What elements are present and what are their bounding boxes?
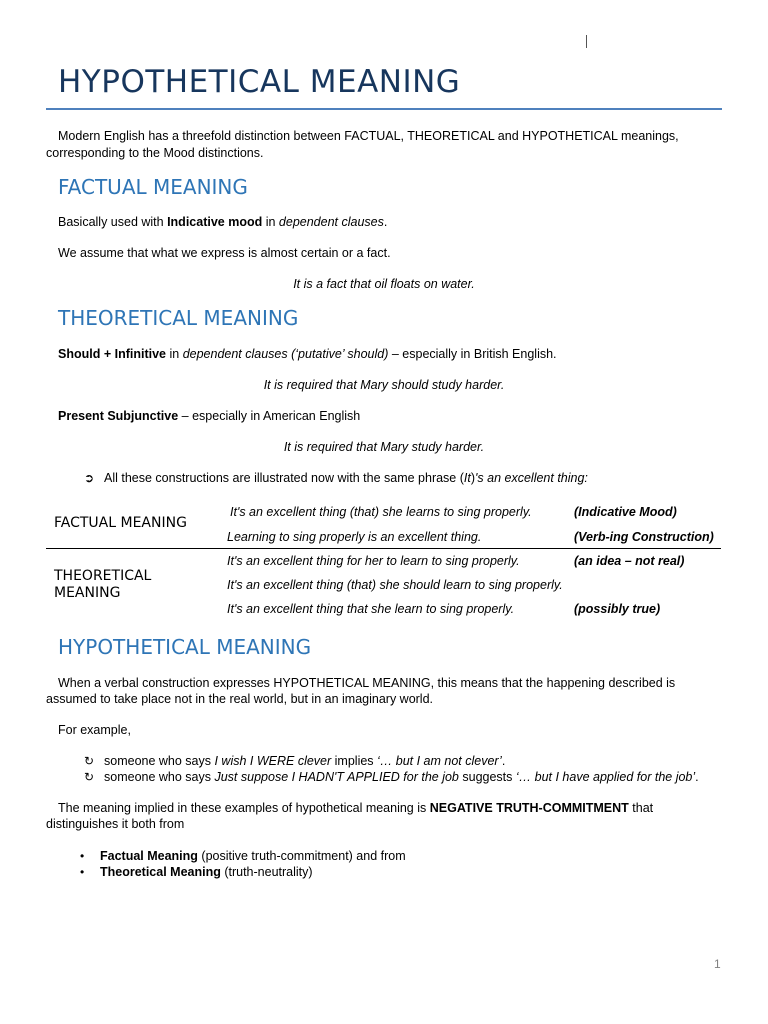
hypothetical-paragraph-1-line-1: When a verbal construction expresses HYPOTHETICAL MEANING, this means that the happening described is xyxy=(58,676,676,690)
hypothetical-paragraph-3-line-1: The meaning implied in these examples of hypothetical meaning is NEGATIVE TRUTH-COMMITMENT that xyxy=(58,801,654,815)
theoretical-heading: THEORETICAL MEANING xyxy=(58,306,299,330)
table-label-theoretical-2: MEANING xyxy=(54,585,121,601)
theoretical-paragraph-2: Present Subjunctive – especially in American English xyxy=(58,409,361,423)
table-label-theoretical-1: THEORETICAL xyxy=(54,568,152,584)
hypothetical-paragraph-3-line-2: distinguishes it both from xyxy=(46,817,185,831)
intro-line-1: Modern English has a threefold distinction between FACTUAL, THEORETICAL and HYPOTHETICAL meanings, xyxy=(58,129,679,143)
curved-arrow-icon: ➲ xyxy=(84,471,95,485)
hypothetical-bullet-2: ↻ someone who says Just suppose I HADN'T APPLIED for the job suggests ‘… but I have applied for the job’. xyxy=(84,770,699,784)
hypothetical-paragraph-1-line-2: assumed to take place not in the real world, but in an imaginary world. xyxy=(46,692,434,706)
table-row-5-tag: (possibly true) xyxy=(574,602,661,616)
factual-paragraph-1: Basically used with Indicative mood in dependent clauses. xyxy=(58,215,388,229)
bullet-dot-icon: • xyxy=(80,849,85,863)
bullet-dot-icon: • xyxy=(80,865,85,879)
table-divider xyxy=(46,548,721,549)
table-row-3-example: It's an excellent thing for her to learn to sing properly. xyxy=(227,554,520,568)
intro-line-2: corresponding to the Mood distinctions. xyxy=(46,146,264,160)
page-title: HYPOTHETICAL MEANING xyxy=(58,64,461,100)
title-underline xyxy=(46,108,722,110)
page-number: 1 xyxy=(714,957,721,971)
table-row-3-tag: (an idea – not real) xyxy=(574,554,685,568)
theoretical-bullet: ➲ All these constructions are illustrated now with the same phrase (It)'s an excellent thing: xyxy=(84,471,588,485)
hypothetical-paragraph-2: For example, xyxy=(58,723,131,737)
theoretical-example-1: It is required that Mary should study harder. xyxy=(263,378,505,392)
circular-arrows-icon: ↻ xyxy=(84,754,95,768)
hypothetical-heading: HYPOTHETICAL MEANING xyxy=(58,635,312,659)
factual-example: It is a fact that oil floats on water. xyxy=(293,277,475,291)
theoretical-paragraph-1: Should + Infinitive in dependent clauses (‘putative’ should) – especially in British English. xyxy=(58,347,557,361)
table-row-5-example: It's an excellent thing that she learn to sing properly. xyxy=(227,602,515,616)
text-cursor xyxy=(586,35,587,48)
hypothetical-bullet-1: ↻ someone who says I wish I WERE clever implies ‘… but I am not clever’. xyxy=(84,754,506,768)
theoretical-example-2: It is required that Mary study harder. xyxy=(283,440,485,454)
circular-arrows-icon: ↻ xyxy=(84,770,95,784)
table-row-2-example: Learning to sing properly is an excellent thing. xyxy=(227,530,482,544)
list-item: • Theoretical Meaning (truth-neutrality) xyxy=(80,865,313,879)
table-label-factual: FACTUAL MEANING xyxy=(54,515,187,531)
table-row-4-example: It's an excellent thing (that) she should learn to sing properly. xyxy=(227,578,563,592)
table-row-1-example: It's an excellent thing (that) she learns to sing properly. xyxy=(230,505,532,519)
list-item: • Factual Meaning (positive truth-commitment) and from xyxy=(80,849,406,863)
table-row-1-tag: (Indicative Mood) xyxy=(574,505,677,519)
table-row-2-tag: (Verb-ing Construction) xyxy=(574,530,714,544)
factual-heading: FACTUAL MEANING xyxy=(58,175,248,199)
factual-paragraph-2: We assume that what we express is almost certain or a fact. xyxy=(58,246,391,260)
